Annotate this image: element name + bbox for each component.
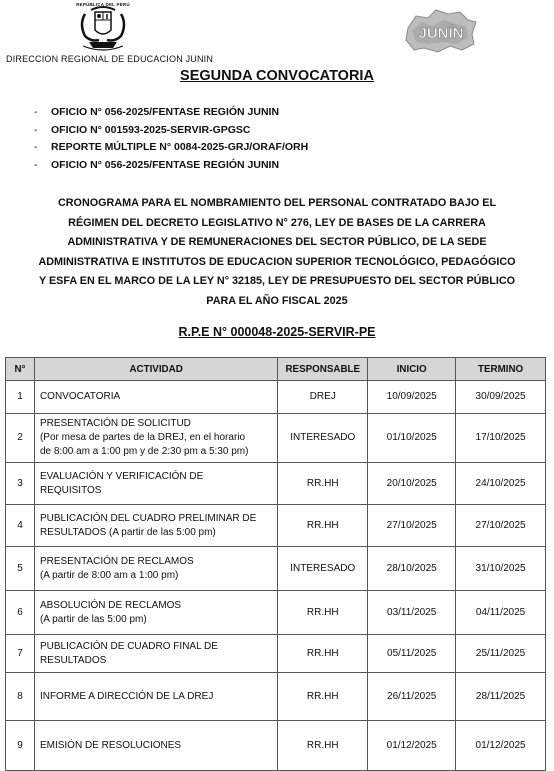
reference-text: OFICIO N° 001593-2025-SERVIR-GPGSC xyxy=(51,123,251,136)
row-responsible: RR.HH xyxy=(278,591,368,635)
row-start-date: 05/11/2025 xyxy=(368,635,456,673)
reference-text: OFICIO N° 056-2025/FENTASE REGIÓN JUNIN xyxy=(51,106,280,118)
peru-coat-of-arms-logo xyxy=(73,2,133,54)
row-end-date: 31/10/2025 xyxy=(456,547,546,591)
row-start-date: 28/10/2025 xyxy=(368,547,456,591)
description-line: CRONOGRAMA PARA EL NOMBRAMIENTO DEL PERSONAL CONTRATADO BAJO EL xyxy=(57,197,497,209)
reference-list xyxy=(34,104,308,174)
header-end: TERMINO xyxy=(456,358,546,381)
row-activity xyxy=(34,673,277,721)
shield-caption: REPÚBLICA DEL PERÚ xyxy=(76,2,130,7)
reference-item: - OFICIO N° 056-2025/FENTASE REGIÓN JUNIN xyxy=(34,106,280,118)
row-start-date: 03/11/2025 xyxy=(368,591,456,635)
header-start: INICIO xyxy=(368,358,456,381)
activity-line: RESULTADOS xyxy=(39,654,107,666)
row-number: 1 xyxy=(6,381,35,414)
row-responsible: RR.HH xyxy=(278,463,368,505)
activity-line: PRESENTACIÓN DE SOLICITUD xyxy=(39,418,191,429)
reference-item: - REPORTE MÚLTIPLE N° 0084-2025-GRJ/ORAF/ORH xyxy=(34,141,309,153)
description-line: ADMINISTRATIVA Y DE REMUNERACIONES DEL SECTOR PÚBLICO, DE LA SEDE xyxy=(67,236,487,249)
activity-line: INFORME A DIRECCIÓN DE LA DREJ xyxy=(39,690,214,702)
row-activity xyxy=(34,721,277,771)
activity-line: RESULTADOS (A partir de las 5:00 pm) xyxy=(39,526,216,538)
row-end-date: 27/10/2025 xyxy=(456,505,546,547)
page-title: SEGUNDA CONVOCATORIA xyxy=(180,68,374,84)
reference-text: REPORTE MÚLTIPLE N° 0084-2025-GRJ/ORAF/ORH xyxy=(51,141,309,153)
activity-line: PRESENTACIÓN DE RECLAMOS xyxy=(39,555,194,567)
row-end-date: 04/11/2025 xyxy=(456,591,546,635)
header-number: N° xyxy=(6,358,35,381)
row-responsible: INTERESADO xyxy=(278,547,368,591)
row-end-date: 28/11/2025 xyxy=(456,673,546,721)
activity-line: PUBLICACIÓN DE CUADRO FINAL DE xyxy=(39,640,218,652)
activity-line: (A partir de las 5:00 pm) xyxy=(39,613,147,625)
reference-item: - OFICIO N° 001593-2025-SERVIR-GPGSC xyxy=(34,123,251,136)
schedule-table xyxy=(5,357,546,771)
row-number: 5 xyxy=(6,547,35,591)
row-end-date: 24/10/2025 xyxy=(456,463,546,505)
reference-text: OFICIO N° 056-2025/FENTASE REGIÓN JUNIN xyxy=(51,158,280,171)
row-number: 3 xyxy=(6,463,35,505)
row-activity xyxy=(34,381,277,414)
table-row xyxy=(6,673,546,721)
row-end-date: 17/10/2025 xyxy=(456,414,546,463)
table-row xyxy=(6,414,546,463)
junin-logo-text: JUNÍN xyxy=(418,25,464,42)
row-activity xyxy=(34,505,277,547)
table-row xyxy=(6,463,546,505)
activity-line: CONVOCATORIA xyxy=(39,391,121,402)
row-start-date: 20/10/2025 xyxy=(368,463,456,505)
row-start-date: 01/10/2025 xyxy=(368,414,456,463)
row-start-date: 10/09/2025 xyxy=(368,381,456,414)
row-number: 2 xyxy=(6,414,35,463)
row-responsible: RR.HH xyxy=(278,673,368,721)
row-end-date: 30/09/2025 xyxy=(456,381,546,414)
table-row xyxy=(6,547,546,591)
reference-item: - OFICIO N° 056-2025/FENTASE REGIÓN JUNIN xyxy=(34,158,280,171)
activity-line: ABSOLUCIÓN DE RECLAMOS xyxy=(39,599,182,611)
row-responsible: INTERESADO xyxy=(278,414,368,463)
row-responsible: RR.HH xyxy=(278,635,368,673)
row-end-date: 01/12/2025 xyxy=(456,721,546,771)
row-activity xyxy=(34,463,277,505)
row-activity xyxy=(34,414,277,463)
description-line: ADMINISTRATIVA E INSTITUTOS DE EDUCACION SUPERIOR TECNOLÓGICO, PEDAGÓGICO xyxy=(38,255,516,268)
row-activity xyxy=(34,547,277,591)
row-start-date: 26/11/2025 xyxy=(368,673,456,721)
description-line: PARA EL AÑO FISCAL 2025 xyxy=(206,294,348,307)
table-row xyxy=(6,505,546,547)
table-row xyxy=(6,381,546,414)
resolution-number: R.P.E N° 000048-2025-SERVIR-PE xyxy=(178,325,376,339)
row-number: 8 xyxy=(6,673,35,721)
row-responsible: RR.HH xyxy=(278,721,368,771)
row-responsible: DREJ xyxy=(278,381,368,414)
junin-map-icon xyxy=(402,8,480,54)
row-start-date: 01/12/2025 xyxy=(368,721,456,771)
row-start-date: 27/10/2025 xyxy=(368,505,456,547)
row-number: 7 xyxy=(6,635,35,673)
table-row xyxy=(6,721,546,771)
activity-line: (A partir de 8:00 am a 1:00 pm) xyxy=(39,569,179,581)
shield-icon xyxy=(73,2,133,54)
description-line: Y ESFA EN EL MARCO DE LA LEY N° 32185, LEY DE PRESUPUESTO DEL SECTOR PÚBLICO xyxy=(38,275,516,288)
row-number: 4 xyxy=(6,505,35,547)
table-row xyxy=(6,591,546,635)
activity-line: EMISIÓN DE RESOLUCIONES xyxy=(39,739,182,751)
activity-line: de 8:00 am a 1:00 pm y de 2:30 pm a 5:30 pm) xyxy=(39,446,249,457)
row-activity xyxy=(34,591,277,635)
header-activity: ACTIVIDAD xyxy=(34,358,277,381)
row-end-date: 25/11/2025 xyxy=(456,635,546,673)
row-responsible: RR.HH xyxy=(278,505,368,547)
description-line: RÉGIMEN DEL DECRETO LEGISLATIVO N° 276, LEY DE BASES DE LA CARRERA xyxy=(68,216,486,229)
row-number: 9 xyxy=(6,721,35,771)
activity-line: (Por mesa de partes de la DREJ, en el horario xyxy=(39,432,246,443)
activity-line: EVALUACIÓN Y VERIFICACIÓN DE xyxy=(39,470,204,482)
row-activity xyxy=(34,635,277,673)
activity-line: REQUISITOS xyxy=(39,484,102,496)
header-responsible: RESPONSABLE xyxy=(278,358,368,381)
table-row xyxy=(6,635,546,673)
activity-line: PUBLICACIÓN DEL CUADRO PRELIMINAR DE xyxy=(39,512,257,524)
organization-name: DIRECCION REGIONAL DE EDUCACION JUNIN xyxy=(6,54,214,64)
junin-region-logo xyxy=(402,8,480,54)
schedule-description xyxy=(14,194,540,312)
row-number: 6 xyxy=(6,591,35,635)
table-header-row xyxy=(6,358,546,381)
